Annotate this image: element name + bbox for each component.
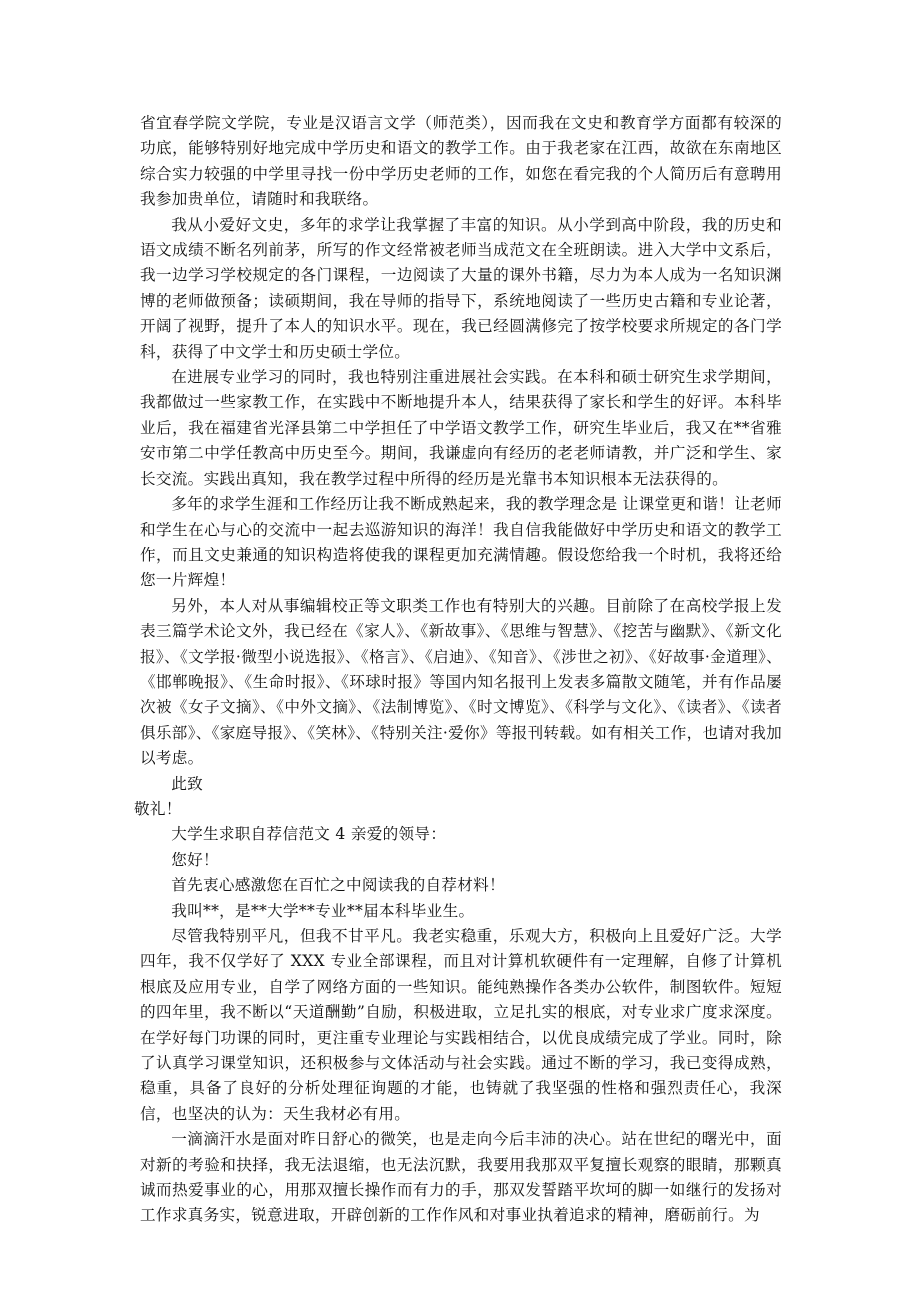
paragraph-social-practice: 在进展专业学习的同时，我也特别注重进展社会实践。在本科和硕士研究生求学期间，我都做过一些家教工作，在实践中不断地提升本人，结果获得了家长和学生的好评。本科毕业后，我在福建省光泽县第二中学担任了中学语文教学工作，研究生毕业后，我又在**省雅安市第二中学任教高中历史至今。期间，我谦虚向有经历的老老师请教，并广泛和学生、家长交流。实践出真知，我在教学过程中所得的经历是光靠书本知识根本无法获得的。 bbox=[140, 368, 782, 488]
paragraph-publications: 另外，本人对从事编辑校正等文职类工作也有特别大的兴趣。目前除了在高校学报上发表三篇学术论文外，我已经在《家人》、《新故事》、《思维与智慧》、《挖苦与幽默》、《新文化报》、《文学报·微型小说选报》、《格言》、《启迪》、《知音》、《涉世之初》、《好故事·金道理》、《邯郸晚报》、《生命时报》、《环球时报》等国内知名报刊上发表多篇散文随笔，并有作品屡次被《女子文摘》、《中外文摘》、《法制博览》、《时文博览》、《科学与文化》、《读者》、《读者俱乐部》、《家庭导报》、《笑林》、《特别关注·爱你》等报刊转载。如有相关工作，也请对我加以考虑。 bbox=[140, 596, 782, 768]
intro-line: 我叫**，是**大学**专业**届本科毕业生。 bbox=[171, 901, 475, 920]
letter4-title: 大学生求职自荐信范文 4 亲爱的领导： bbox=[171, 825, 447, 844]
greeting-line: 您好！ bbox=[171, 850, 219, 869]
closing-line: 此致 bbox=[171, 774, 203, 793]
salute-line: 敬礼！ bbox=[134, 799, 182, 818]
paragraph-study-history: 我从小爱好文史，多年的求学让我掌握了丰富的知识。从小学到高中阶段，我的历史和语文成绩不断名列前茅，所写的作文经常被老师当成范文在全班朗读。进入大学中文系后，我一边学习学校规定的各门课程，一边阅读了大量的课外书籍，尽力为本人成为一名知识渊博的老师做预备；读硕期间，我在导师的指导下，系统地阅读了一些历史古籍和专业论著，开阔了视野，提升了本人的知识水平。现在，我已经圆满修完了按学校要求所规定的各门学科，获得了中文学士和历史硕士学位。 bbox=[140, 215, 782, 361]
letter-page bbox=[134, 111, 782, 1229]
paragraph-background: 省宜春学院文学院，专业是汉语言文学（师范类），因而我在文史和教育学方面都有较深的功底，能够特别好地完成中学历史和语文的教学工作。由于我老家在江西，故欲在东南地区综合实力较强的中学里寻找一份中学历史老师的工作，如您在看完我的个人简历后有意聘用我参加贵单位，请随时和我联络。 bbox=[140, 114, 782, 209]
thanks-line: 首先衷心感激您在百忙之中阅读我的自荐材料！ bbox=[171, 876, 505, 895]
paragraph-determination: 一滴滴汗水是面对昨日舒心的微笑，也是走向今后丰沛的决心。站在世纪的曙光中，面对新的考验和抉择，我无法退缩，也无法沉默，我要用我那双平复擅长观察的眼睛，那颗真诚而热爱事业的心，用那双擅长操作而有力的手，那双发誓踏平坎坷的脚一如继行的发扬对工作求真务实，锐意进取，开辟创新的工作作风和对事业执着追求的精神，磨砺前行。为 bbox=[140, 1130, 782, 1225]
paragraph-self-description: 尽管我特别平凡，但我不甘平凡。我老实稳重，乐观大方，积极向上且爱好广泛。大学四年，我不仅学好了 XXX 专业全部课程，而且对计算机软硬件有一定理解，自修了计算机根底及应用专业，自学了网络方面的一些知识。能纯熟操作各类办公软件，制图软件。短短的四年里，我不断以“天道酬勤”自励，积极进取，立足扎实的根底，对专业求广度求深度。在学好每门功课的同时，更注重专业理论与实践相结合，以优良成绩完成了学业。同时，除了认真学习课堂知识，还积极参与文体活动与社会实践。通过不断的学习，我已变得成熟，稳重，具备了良好的分析处理征询题的才能，也铸就了我坚强的性格和强烈责任心，我深信，也坚决的认为：天生我材必有用。 bbox=[140, 927, 782, 1123]
paragraph-teaching-philosophy: 多年的求学生涯和工作经历让我不断成熟起来，我的教学理念是 让课堂更和谐！让老师和学生在心与心的交流中一起去巡游知识的海洋！我自信我能做好中学历史和语文的教学工作，而且文史兼通的知识构造将使我的课程更加充满情趣。假设您给我一个时机，我将还给您一片辉煌！ bbox=[140, 495, 782, 590]
